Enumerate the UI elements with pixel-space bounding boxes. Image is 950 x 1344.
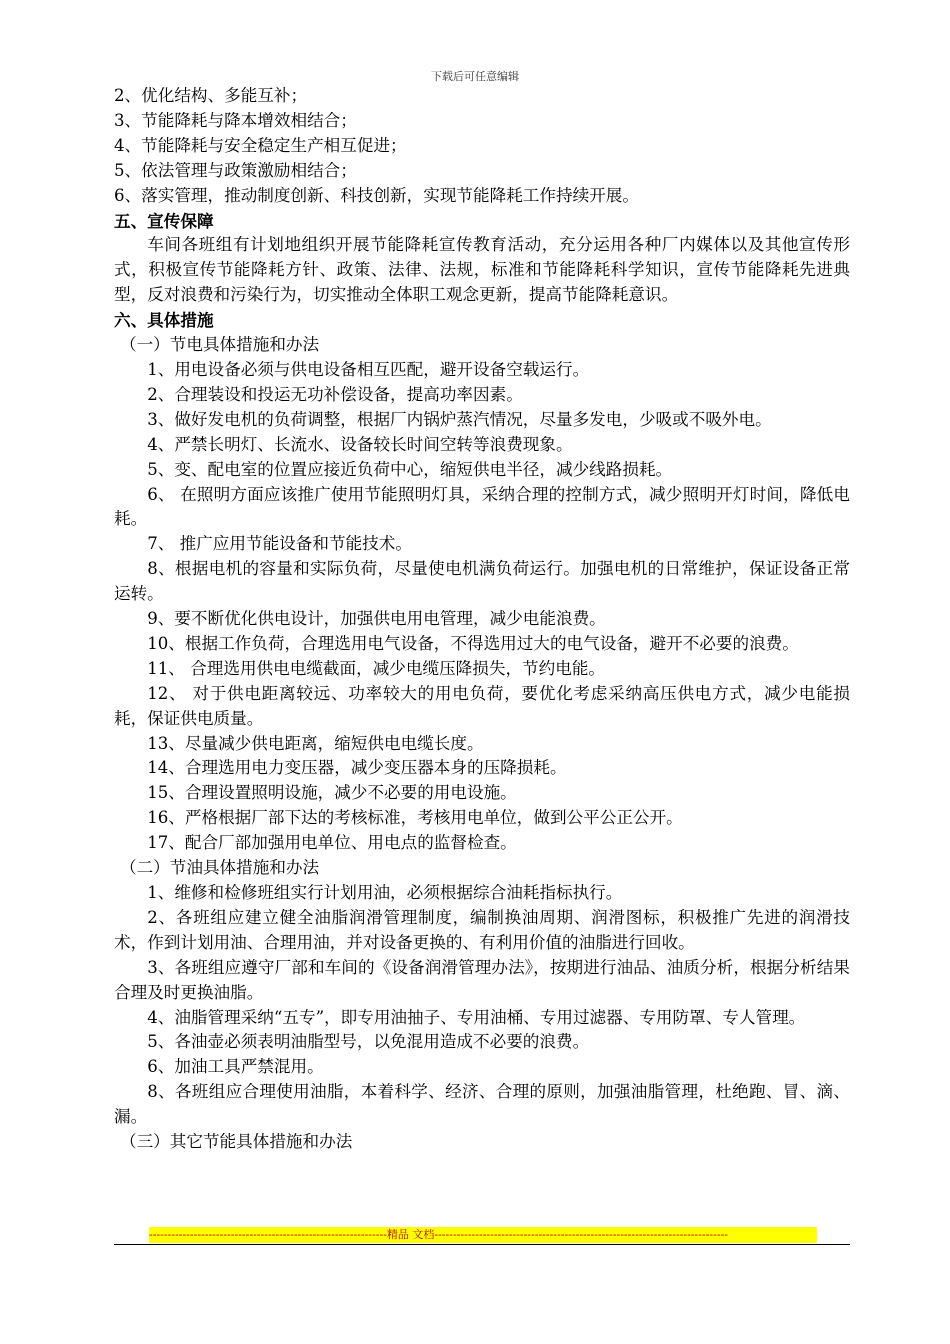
principle-item: 6、落实管理，推动制度创新、科技创新，实现节能降耗工作持续开展。 (114, 185, 639, 205)
electricity-item: 4、严禁长明灯、长流水、设备较长时间空转等浪费现象。 (147, 434, 573, 454)
oil-item: 3、各班组应遵守厂部和车间的《设备润滑管理办法》，按期进行油品、油质分析，根据分析结果合理及时更换油脂。 (114, 957, 850, 1002)
electricity-item: 8、根据电机的容量和实际负荷，尽量使电机满负荷运行。加强电机的日常维护，保证设备正常运转。 (114, 559, 850, 604)
footer-rule (114, 1244, 850, 1245)
oil-item: 8、各班组应合理使用油脂，本着科学、经济、合理的原则，加强油脂管理，杜绝跑、冒、滴、漏。 (114, 1082, 850, 1127)
subsection-title-other: （三）其它节能具体措施和办法 (120, 1132, 353, 1152)
electricity-item: 17、配合厂部加强用电单位、用电点的监督检查。 (147, 833, 517, 853)
electricity-item: 3、做好发电机的负荷调整，根据厂内锅炉蒸汽情况，尽量多发电，少吸或不吸外电。 (147, 409, 772, 429)
oil-item: 4、油脂管理采纳“五专”，即专用油抽子、专用油桶、专用过滤器、专用防罩、专人管理。 (147, 1007, 806, 1027)
electricity-item: 13、尽量减少供电距离，缩短供电电缆长度。 (147, 733, 484, 753)
document-body (114, 84, 850, 1155)
principle-item: 2、优化结构、多能互补； (114, 86, 308, 105)
electricity-item: 5、变、配电室的位置应接近负荷中心，缩短供电半径，减少线路损耗。 (147, 459, 673, 479)
page-header-note: 下载后可任意编辑 (431, 70, 519, 83)
electricity-item: 2、合理装设和投运无功补偿设备，提高功率因素。 (147, 384, 523, 404)
principle-item: 3、节能降耗与降本增效相结合； (114, 110, 357, 130)
electricity-item: 7、 推广应用节能设备和节能技术。 (147, 534, 412, 554)
electricity-item: 1、用电设备必须与供电设备相互匹配，避开设备空载运行。 (147, 359, 590, 379)
publicity-paragraph: 车间各班组有计划地组织开展节能降耗宣传教育活动，充分运用各种厂内媒体以及其他宣传形式，积极宣传节能降耗方针、政策、法律、法规，标准和节能降耗科学知识，宣传节能降耗先进典型，反对浪费和污染行为，切实推动全体职工观念更新，提高节能降耗意识。 (114, 235, 850, 305)
section-heading-publicity: 五、宣传保障 (114, 210, 214, 231)
electricity-item: 12、 对于供电距离较远、功率较大的用电负荷，要优化考虑采纳高压供电方式，减少电能损耗，保证供电质量。 (114, 683, 850, 728)
footer-watermark-bar: ----------------------------------------------------------------精品 文档------------------------------------------------------------------------------- (149, 1227, 817, 1243)
section-heading-measures: 六、具体措施 (114, 310, 214, 331)
electricity-item: 15、合理设置照明设施，减少不必要的用电设施。 (147, 783, 517, 803)
electricity-item: 6、 在照明方面应该推广使用节能照明灯具，采纳合理的控制方式，减少照明开灯时间，降低电耗。 (114, 484, 850, 529)
oil-item: 6、加油工具严禁混用。 (147, 1057, 324, 1077)
electricity-item: 11、 合理选用供电电缆截面，减少电缆压降损失，节约电能。 (147, 658, 606, 678)
electricity-item: 16、严格根据厂部下达的考核标准，考核用电单位，做到公平公正公开。 (147, 808, 683, 828)
principle-item: 4、节能降耗与安全稳定生产相互促进； (114, 135, 407, 155)
subsection-title-oil: （二）节油具体措施和办法 (120, 858, 320, 878)
principle-item: 5、依法管理与政策激励相结合； (114, 160, 357, 180)
oil-item: 1、维修和检修班组实行计划用油，必须根据综合油耗指标执行。 (147, 883, 623, 902)
electricity-item: 9、要不断优化供电设计，加强供电用电管理，减少电能浪费。 (147, 609, 606, 629)
oil-item: 5、各油壶必须表明油脂型号，以免混用造成不必要的浪费。 (147, 1032, 590, 1052)
subsection-title-electricity: （一）节电具体措施和办法 (120, 335, 320, 355)
electricity-item: 10、根据工作负荷，合理选用电气设备，不得选用过大的电气设备，避开不必要的浪费。 (147, 633, 799, 653)
electricity-item: 14、合理选用电力变压器，减少变压器本身的压降损耗。 (147, 758, 567, 778)
oil-item: 2、各班组应建立健全油脂润滑管理制度，编制换油周期、润滑图标，积极推广先进的润滑技术，作到计划用油、合理用油，并对设备更换的、有利用价值的油脂进行回收。 (114, 907, 850, 952)
